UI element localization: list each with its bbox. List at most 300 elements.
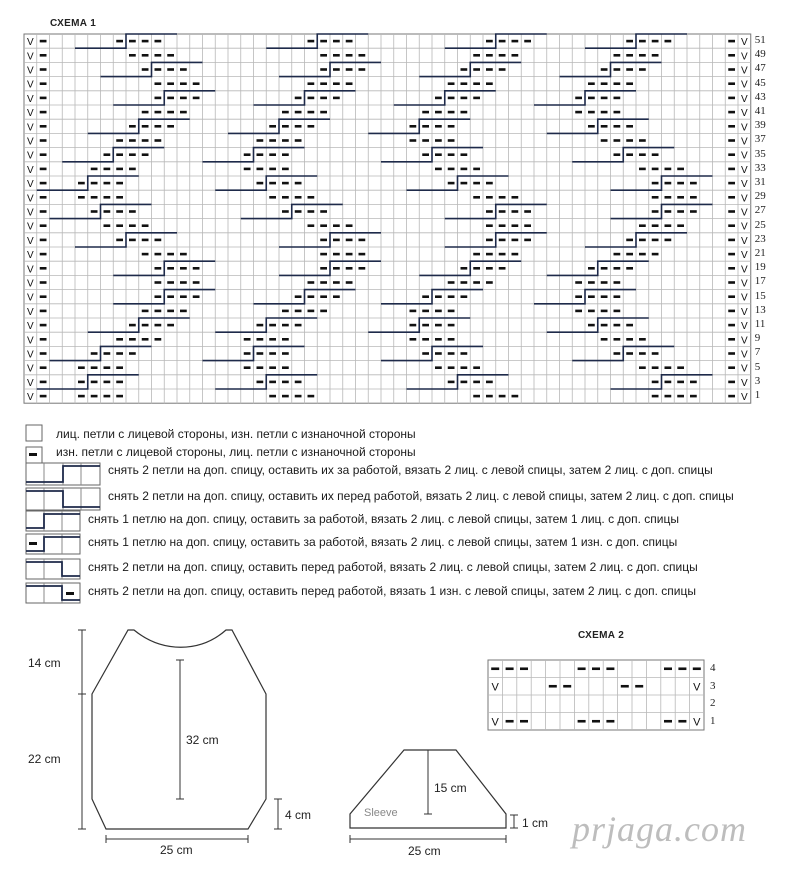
- purl-mark: [180, 111, 187, 114]
- edge-stitch-mark: V: [27, 278, 34, 290]
- purl-mark: [652, 253, 659, 256]
- purl-mark: [410, 310, 417, 313]
- purl-mark: [167, 324, 174, 327]
- purl-mark: [473, 381, 480, 384]
- purl-mark: [346, 68, 353, 71]
- purl-mark: [308, 196, 315, 199]
- purl-mark: [614, 295, 621, 298]
- purl-mark: [116, 40, 123, 43]
- edge-stitch-mark: V: [741, 321, 748, 333]
- purl-mark: [728, 153, 735, 156]
- row-number: 37: [754, 133, 766, 146]
- row-number: 15: [754, 289, 766, 302]
- purl-mark: [639, 168, 646, 171]
- purl-mark: [435, 310, 442, 313]
- purl-mark: [422, 125, 429, 128]
- purl-mark: [448, 366, 455, 369]
- purl-mark: [486, 54, 493, 57]
- edge-stitch-mark: V: [741, 193, 748, 205]
- purl-mark: [129, 210, 136, 213]
- purl-mark: [244, 338, 251, 341]
- purl-mark: [257, 139, 264, 142]
- purl-mark: [308, 281, 315, 284]
- purl-mark: [473, 97, 480, 100]
- purl-mark: [142, 153, 149, 156]
- legend-text-5: снять 1 петлю на доп. спицу, оставить за работой, вязать 2 лиц. с левой спицы, затем 1 лиц. с доп. спицы: [88, 512, 679, 526]
- edge-stitch-mark: V: [741, 250, 748, 262]
- purl-mark: [116, 381, 123, 384]
- purl-mark: [257, 182, 264, 185]
- purl-mark: [665, 40, 672, 43]
- purl-mark: [728, 182, 735, 185]
- purl-mark: [308, 295, 315, 298]
- purl-mark: [499, 253, 506, 256]
- scheme2-edge-mark: V: [693, 681, 701, 694]
- row-number: 33: [754, 161, 766, 174]
- purl-mark: [333, 82, 340, 85]
- purl-mark: [180, 310, 187, 313]
- purl-mark: [448, 125, 455, 128]
- purl-mark: [486, 182, 493, 185]
- purl-mark: [652, 196, 659, 199]
- purl-mark: [167, 68, 174, 71]
- purl-mark: [524, 40, 531, 43]
- purl-mark: [448, 168, 455, 171]
- body-dim-4cm: 4 cm: [285, 808, 312, 822]
- purl-mark: [282, 125, 289, 128]
- purl-mark: [155, 68, 162, 71]
- purl-mark: [167, 54, 174, 57]
- purl-mark: [614, 111, 621, 114]
- purl-mark: [448, 324, 455, 327]
- purl-mark: [473, 395, 480, 398]
- purl-mark: [142, 68, 149, 71]
- purl-mark: [282, 153, 289, 156]
- scheme1-chart: [0, 0, 800, 420]
- purl-mark: [639, 139, 646, 142]
- purl-mark: [435, 111, 442, 114]
- purl-mark: [142, 125, 149, 128]
- purl-mark: [193, 295, 200, 298]
- purl-mark: [167, 310, 174, 313]
- edge-stitch-mark: V: [27, 392, 34, 404]
- purl-mark: [499, 395, 506, 398]
- scheme2-purl-mark: [506, 667, 514, 670]
- purl-mark: [652, 395, 659, 398]
- purl-mark: [473, 253, 480, 256]
- purl-mark: [614, 324, 621, 327]
- purl-mark: [626, 125, 633, 128]
- purl-mark: [512, 196, 519, 199]
- edge-stitch-mark: V: [741, 207, 748, 219]
- purl-mark: [422, 153, 429, 156]
- purl-mark: [346, 82, 353, 85]
- scheme2-purl-mark: [606, 667, 614, 670]
- purl-mark: [91, 395, 98, 398]
- purl-mark: [40, 281, 47, 284]
- row-number: 7: [754, 346, 761, 359]
- purl-mark: [410, 139, 417, 142]
- purl-mark: [435, 153, 442, 156]
- purl-mark: [677, 210, 684, 213]
- purl-mark: [473, 196, 480, 199]
- purl-mark: [665, 182, 672, 185]
- purl-mark: [282, 395, 289, 398]
- edge-stitch-mark: V: [741, 108, 748, 120]
- purl-mark: [461, 168, 468, 171]
- purl-mark: [461, 97, 468, 100]
- purl-mark: [333, 295, 340, 298]
- purl-mark: [244, 153, 251, 156]
- sleeve-dim-1cm: 1 cm: [522, 816, 549, 830]
- scheme2-edge-mark: V: [693, 716, 701, 729]
- purl-mark: [601, 97, 608, 100]
- purl-mark: [728, 54, 735, 57]
- purl-mark: [614, 125, 621, 128]
- edge-stitch-mark: V: [27, 193, 34, 205]
- edge-stitch-mark: V: [27, 349, 34, 361]
- purl-mark: [180, 82, 187, 85]
- edge-stitch-mark: V: [741, 150, 748, 162]
- edge-stitch-mark: V: [27, 306, 34, 318]
- purl-mark: [78, 182, 85, 185]
- purl-mark: [116, 139, 123, 142]
- purl-mark: [116, 196, 123, 199]
- purl-mark: [320, 267, 327, 270]
- edge-stitch-mark: V: [27, 377, 34, 389]
- purl-mark: [333, 54, 340, 57]
- purl-mark: [282, 366, 289, 369]
- purl-mark: [269, 395, 276, 398]
- purl-mark: [104, 182, 111, 185]
- purl-mark: [193, 97, 200, 100]
- purl-mark: [614, 253, 621, 256]
- purl-mark: [104, 352, 111, 355]
- purl-mark: [486, 281, 493, 284]
- body-dim-14cm: 14 cm: [28, 656, 61, 670]
- purl-mark: [486, 267, 493, 270]
- purl-mark: [346, 40, 353, 43]
- purl-mark: [728, 82, 735, 85]
- edge-stitch-mark: V: [741, 264, 748, 276]
- purl-mark: [461, 366, 468, 369]
- purl-mark: [575, 295, 582, 298]
- purl-mark: [448, 82, 455, 85]
- edge-stitch-mark: V: [27, 51, 34, 63]
- purl-mark: [690, 395, 697, 398]
- purl-mark: [257, 381, 264, 384]
- purl-mark: [320, 295, 327, 298]
- purl-mark: [40, 239, 47, 242]
- purl-mark: [461, 82, 468, 85]
- sleeve-label: Sleeve: [364, 807, 398, 819]
- purl-mark: [690, 196, 697, 199]
- purl-mark: [320, 239, 327, 242]
- purl-mark: [295, 381, 302, 384]
- purl-mark: [575, 281, 582, 284]
- purl-mark: [104, 224, 111, 227]
- purl-mark: [473, 68, 480, 71]
- purl-mark: [320, 54, 327, 57]
- purl-mark: [333, 224, 340, 227]
- purl-mark: [244, 168, 251, 171]
- purl-mark: [155, 295, 162, 298]
- purl-mark: [486, 395, 493, 398]
- purl-mark: [359, 239, 366, 242]
- purl-mark: [40, 295, 47, 298]
- row-number: 31: [754, 176, 766, 188]
- row-number: 49: [754, 48, 766, 61]
- scheme2-purl-mark: [678, 667, 686, 670]
- purl-mark: [677, 168, 684, 171]
- scheme2-row-number: 4: [710, 662, 716, 674]
- purl-mark: [614, 153, 621, 156]
- purl-mark: [295, 182, 302, 185]
- purl-mark: [639, 366, 646, 369]
- body-dim-22cm: 22 cm: [28, 752, 61, 766]
- purl-mark: [601, 310, 608, 313]
- purl-mark: [91, 196, 98, 199]
- purl-mark: [588, 111, 595, 114]
- purl-mark: [116, 338, 123, 341]
- purl-mark: [473, 54, 480, 57]
- purl-mark: [129, 352, 136, 355]
- purl-mark: [626, 324, 633, 327]
- edge-stitch-mark: V: [27, 250, 34, 262]
- purl-mark: [690, 381, 697, 384]
- scheme2-edge-mark: V: [491, 716, 499, 729]
- purl-mark: [588, 267, 595, 270]
- purl-mark: [473, 168, 480, 171]
- purl-mark: [244, 352, 251, 355]
- purl-mark: [269, 153, 276, 156]
- purl-mark: [91, 366, 98, 369]
- purl-mark: [652, 210, 659, 213]
- scheme2-purl-mark: [491, 667, 499, 670]
- purl-mark: [677, 196, 684, 199]
- purl-mark: [486, 40, 493, 43]
- purl-mark: [346, 239, 353, 242]
- purl-mark: [40, 111, 47, 114]
- purl-mark: [473, 267, 480, 270]
- row-number: 13: [754, 303, 766, 316]
- purl-mark: [601, 125, 608, 128]
- purl-mark: [524, 224, 531, 227]
- purl-mark: [346, 224, 353, 227]
- purl-mark: [282, 111, 289, 114]
- purl-mark: [180, 68, 187, 71]
- purl-mark: [461, 352, 468, 355]
- body-dim-25cm: 25 cm: [160, 843, 193, 857]
- scheme2-purl-mark: [664, 720, 672, 723]
- purl-mark: [728, 111, 735, 114]
- purl-mark: [40, 352, 47, 355]
- edge-stitch-mark: V: [27, 164, 34, 176]
- purl-mark: [410, 324, 417, 327]
- legend-text-3: снять 2 петли на доп. спицу, оставить их за работой, вязать 2 лиц. с левой спицы, затем 2 лиц. с доп. спицы: [108, 463, 713, 477]
- row-number: 39: [754, 119, 766, 132]
- purl-mark: [78, 381, 85, 384]
- purl-mark: [180, 267, 187, 270]
- purl-mark: [91, 352, 98, 355]
- purl-mark: [435, 352, 442, 355]
- purl-mark: [448, 352, 455, 355]
- purl-mark: [282, 381, 289, 384]
- legend-symbol-knit: [26, 425, 42, 441]
- scheme2-row-number: 3: [710, 679, 716, 692]
- purl-mark: [626, 267, 633, 270]
- purl-mark: [448, 310, 455, 313]
- scheme1-title: СХЕМА 1: [50, 18, 97, 29]
- purl-mark: [333, 281, 340, 284]
- purl-mark: [626, 239, 633, 242]
- purl-mark: [614, 139, 621, 142]
- purl-mark: [626, 54, 633, 57]
- row-number: 9: [754, 332, 761, 345]
- purl-mark: [435, 295, 442, 298]
- purl-mark: [665, 395, 672, 398]
- sleeve-dim-25cm: 25 cm: [408, 844, 441, 858]
- purl-mark: [665, 224, 672, 227]
- edge-stitch-mark: V: [741, 349, 748, 361]
- purl-mark: [116, 224, 123, 227]
- purl-mark: [448, 139, 455, 142]
- purl-mark: [728, 381, 735, 384]
- purl-mark: [40, 40, 47, 43]
- purl-mark: [129, 168, 136, 171]
- purl-mark: [422, 324, 429, 327]
- purl-mark: [78, 395, 85, 398]
- edge-stitch-mark: V: [741, 51, 748, 63]
- row-number: 19: [754, 261, 766, 274]
- purl-mark: [257, 153, 264, 156]
- row-number: 51: [754, 34, 766, 46]
- row-number: 23: [754, 232, 766, 245]
- purl-mark: [308, 40, 315, 43]
- purl-mark: [142, 239, 149, 242]
- purl-mark: [40, 267, 47, 270]
- purl-mark: [486, 68, 493, 71]
- purl-mark: [129, 224, 136, 227]
- legend-text-2: изн. петли с лицевой стороны, лиц. петли с изнаночной стороны: [56, 445, 416, 459]
- purl-mark: [690, 210, 697, 213]
- purl-mark: [473, 366, 480, 369]
- purl-mark: [155, 253, 162, 256]
- purl-mark: [40, 68, 47, 71]
- purl-mark: [155, 267, 162, 270]
- purl-mark: [320, 111, 327, 114]
- purl-mark: [142, 139, 149, 142]
- purl-mark: [461, 182, 468, 185]
- scheme2-edge-mark: V: [491, 681, 499, 694]
- purl-mark: [614, 310, 621, 313]
- purl-mark: [40, 395, 47, 398]
- purl-mark: [588, 295, 595, 298]
- purl-mark: [142, 338, 149, 341]
- row-number: 27: [754, 204, 766, 217]
- purl-mark: [40, 139, 47, 142]
- purl-mark: [116, 153, 123, 156]
- purl-mark: [167, 125, 174, 128]
- purl-mark: [614, 352, 621, 355]
- purl-mark: [728, 224, 735, 227]
- purl-mark: [320, 97, 327, 100]
- purl-mark: [40, 381, 47, 384]
- purl-mark: [677, 395, 684, 398]
- purl-mark: [155, 40, 162, 43]
- purl-mark: [295, 295, 302, 298]
- purl-mark: [333, 97, 340, 100]
- purl-mark: [295, 324, 302, 327]
- purl-mark: [91, 381, 98, 384]
- purl-mark: [282, 196, 289, 199]
- edge-stitch-mark: V: [741, 221, 748, 233]
- purl-mark: [626, 68, 633, 71]
- edge-stitch-mark: V: [27, 79, 34, 91]
- purl-mark: [652, 54, 659, 57]
- purl-mark: [499, 40, 506, 43]
- purl-mark: [91, 182, 98, 185]
- purl-mark: [40, 168, 47, 171]
- purl-mark: [333, 68, 340, 71]
- purl-mark: [499, 267, 506, 270]
- purl-mark: [142, 40, 149, 43]
- purl-mark: [142, 253, 149, 256]
- purl-mark: [665, 168, 672, 171]
- purl-mark: [40, 366, 47, 369]
- purl-mark: [282, 168, 289, 171]
- purl-mark: [639, 40, 646, 43]
- purl-mark: [665, 366, 672, 369]
- purl-mark: [320, 253, 327, 256]
- purl-mark: [295, 210, 302, 213]
- purl-mark: [728, 196, 735, 199]
- purl-mark: [448, 153, 455, 156]
- purl-mark: [40, 324, 47, 327]
- purl-mark: [167, 295, 174, 298]
- purl-mark: [193, 82, 200, 85]
- purl-mark: [308, 111, 315, 114]
- purl-mark: [320, 68, 327, 71]
- purl-mark: [308, 395, 315, 398]
- purl-mark: [588, 82, 595, 85]
- purl-mark: [728, 352, 735, 355]
- purl-mark: [346, 281, 353, 284]
- purl-mark: [448, 97, 455, 100]
- purl-mark: [320, 224, 327, 227]
- purl-mark: [639, 338, 646, 341]
- purl-mark: [588, 324, 595, 327]
- edge-stitch-mark: V: [27, 221, 34, 233]
- purl-mark: [333, 267, 340, 270]
- purl-mark: [155, 111, 162, 114]
- purl-mark: [308, 82, 315, 85]
- scheme2-purl-mark: [606, 720, 614, 723]
- purl-mark: [499, 239, 506, 242]
- purl-mark: [614, 68, 621, 71]
- purl-mark: [257, 366, 264, 369]
- purl-mark: [524, 210, 531, 213]
- scheme2-row-number: 1: [710, 714, 716, 727]
- purl-mark: [639, 54, 646, 57]
- row-number: 35: [754, 147, 766, 160]
- purl-mark: [728, 324, 735, 327]
- scheme2-row-number: 2: [710, 697, 716, 709]
- purl-mark: [499, 196, 506, 199]
- legend-text-1: лиц. петли с лицевой стороны, изн. петли с изнаночной стороны: [56, 427, 416, 441]
- purl-mark: [193, 281, 200, 284]
- edge-stitch-mark: V: [741, 65, 748, 77]
